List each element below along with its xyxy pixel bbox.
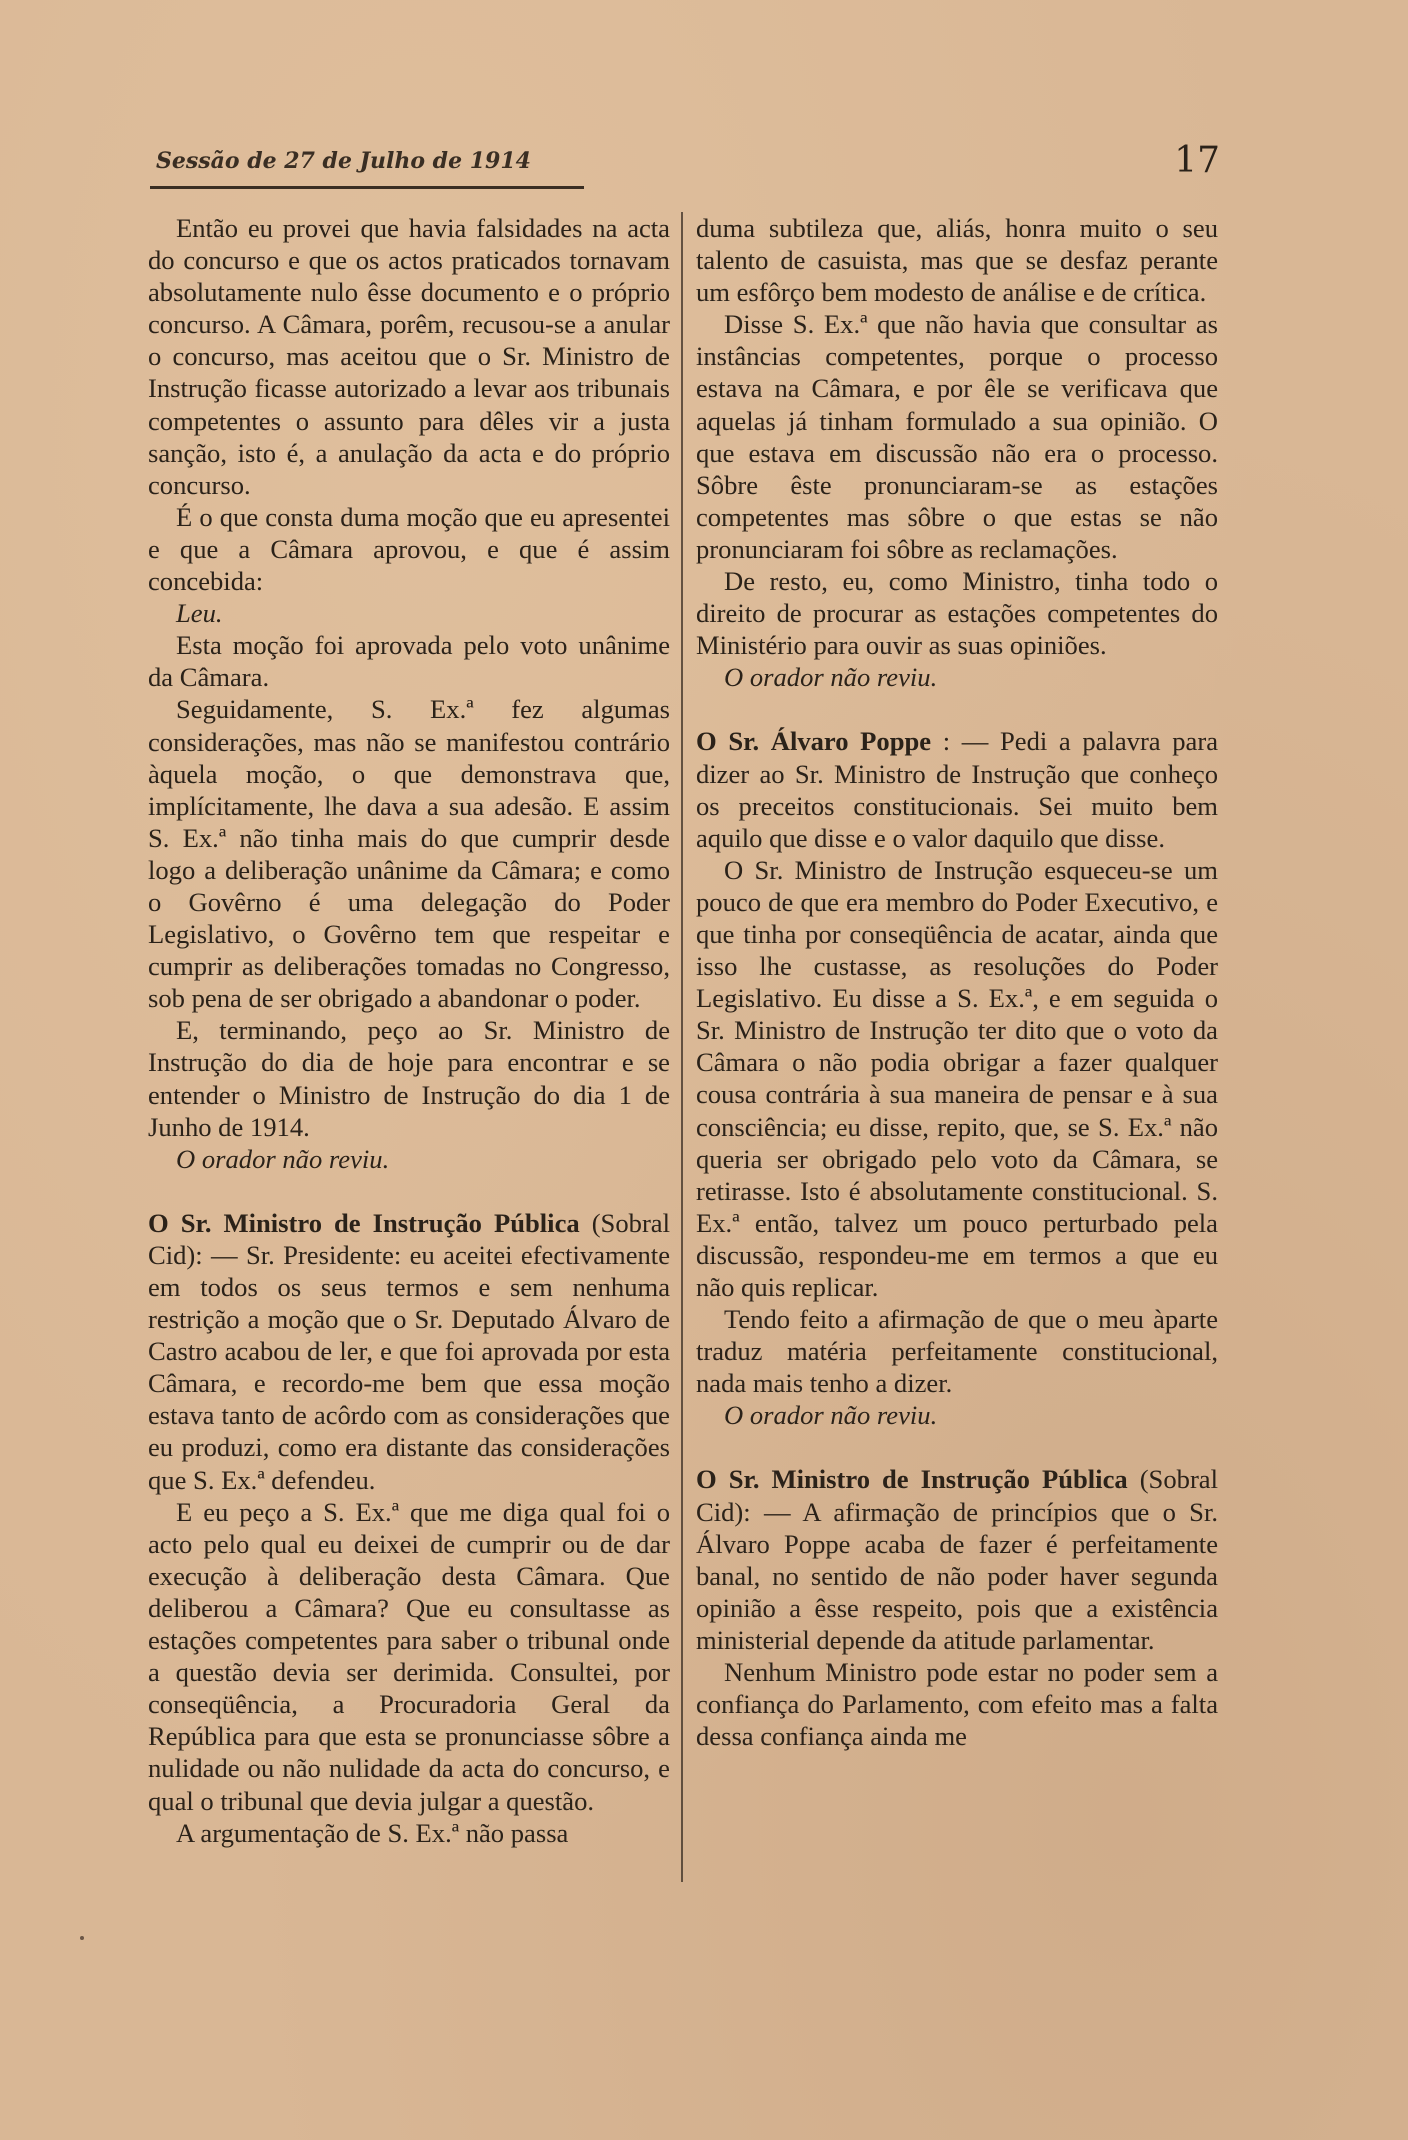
speaker-text: : — Pedi a palavra para dizer ao Sr. Ministro de Instrução que conheço os preceitos constitucionais. Sei muito bem aquilo que disse e o valor daquilo que disse. bbox=[696, 726, 1218, 853]
paragraph: A argumentação de S. Ex.ª não passa bbox=[176, 1817, 569, 1848]
paragraph: Tendo feito a afirmação de que o meu àparte traduz matéria perfeitamente constitucional, nada mais tenho a dizer. bbox=[696, 1304, 1218, 1399]
header-rule bbox=[150, 186, 584, 189]
paragraph: De resto, eu, como Ministro, tinha todo o direito de procurar as estações competentes do Ministério para ouvir as suas opiniões. bbox=[696, 566, 1218, 661]
stage-direction: Leu. bbox=[176, 598, 223, 629]
paragraph: E, terminando, peço ao Sr. Ministro de Instrução do dia de hoje para encontrar e se entender o Ministro de Instrução do dia 1 de Junho de 1914. bbox=[148, 1015, 670, 1142]
stage-direction: O orador não reviu. bbox=[724, 662, 938, 693]
right-column bbox=[696, 212, 1218, 1887]
paragraph: Disse S. Ex.ª que não havia que consultar as instâncias competentes, porque o processo estava na Câmara, e por êle se verificava que aquelas já tinham formulado a sua opinião. O que estava em discussão não era o processo. Sôbre êste pronunciaram-se as estações competentes mas sôbre o que estas se não pronunciaram foi sôbre as reclamações. bbox=[696, 309, 1218, 564]
left-column bbox=[148, 212, 670, 1887]
paragraph: Seguidamente, S. Ex.ª fez algumas considerações, mas não se manifestou contrário àquela moção, o que demonstrava que, implícitamente, lhe dava a sua adesão. E assim S. Ex.ª não tinha mais do que cumprir desde logo a deliberação unânime da Câmara; e como o Govêrno é uma delegação do Poder Legislativo, o Govêrno tem que respeitar e cumprir as deliberações tomadas no Congresso, sob pena de ser obrigado a abandonar o poder. bbox=[148, 694, 670, 1014]
speaker-name: O Sr. Álvaro Poppe bbox=[696, 726, 932, 757]
page-number: 17 bbox=[1174, 140, 1220, 181]
paragraph: É o que consta duma moção que eu apresentei e que a Câmara aprovou, e que é assim concebida: bbox=[148, 501, 670, 597]
stage-direction: O orador não reviu. bbox=[724, 1400, 938, 1431]
speaker-name: O Sr. Ministro de Instrução Pública bbox=[148, 1207, 580, 1238]
paragraph: Nenhum Ministro pode estar no poder sem a confiança do Parlamento, com efeito mas a falta dessa confiança ainda me bbox=[696, 1657, 1218, 1752]
speaker-paragraph bbox=[696, 725, 1218, 853]
speaker-text: (Sobral Cid): — Sr. Presidente: eu aceitei efectivamente em todos os seus termos e sem nenhuma restrição a moção que o Sr. Deputado Álvaro de Castro acabou de ler, e que foi aprovada por esta Câmara, e recordo-me bem que essa moção estava tanto de acôrdo com as considerações que eu produzi, como era distante das considerações que S. Ex.ª defendeu. bbox=[148, 1207, 670, 1495]
stage-direction: O orador não reviu. bbox=[176, 1143, 390, 1174]
speaker-paragraph bbox=[148, 1207, 670, 1496]
paper-speck bbox=[80, 1936, 84, 1940]
speaker-paragraph bbox=[696, 1463, 1218, 1656]
running-title: Sessão de 27 de Julho de 1914 bbox=[156, 148, 531, 174]
paragraph: E eu peço a S. Ex.ª que me diga qual foi o acto pelo qual eu deixei de cumprir ou de dar execução à deliberação desta Câmara. Que deliberou a Câmara? Que eu consultasse as estações competentes para saber o tribunal onde a questão devia ser derimida. Consultei, por conseqüência, a Procuradoria Geral da República para que esta se pronunciasse sôbre a nulidade ou não nulidade da acta do concurso, e qual o tribunal que devia julgar a questão. bbox=[148, 1496, 670, 1816]
column-divider bbox=[681, 212, 683, 1882]
paragraph: O Sr. Ministro de Instrução esqueceu-se um pouco de que era membro do Poder Executivo, e que tinha por conseqüência de acatar, ainda que isso lhe custasse, as resoluções do Poder Legislativo. Eu disse a S. Ex.ª, e em seguida o Sr. Ministro de Instrução ter dito que o voto da Câmara o não podia obrigar a fazer qualquer cousa contrária à sua maneira de pensar e à sua consciência; eu disse, repito, que, se S. Ex.ª não queria ser obrigado pelo voto da Câmara, se retirasse. Isto é absolutamente constitucional. S. Ex.ª então, talvez um pouco perturbado pela discussão, respondeu-me em termos a que eu não quis replicar. bbox=[696, 854, 1218, 1302]
speaker-text: (Sobral Cid): — A afirmação de princípios que o Sr. Álvaro Poppe acaba de fazer é perfeitamente banal, no sentido de não poder haver segunda opinião a êsse respeito, pois que a existência ministerial depende da atitude parlamentar. bbox=[696, 1464, 1218, 1655]
paragraph: Esta moção foi aprovada pelo voto unânime da Câmara. bbox=[148, 630, 670, 693]
speaker-name: O Sr. Ministro de Instrução Pública bbox=[696, 1464, 1128, 1495]
paragraph: Então eu provei que havia falsidades na acta do concurso e que os actos praticados tornavam absolutamente nulo êsse documento e o próprio concurso. A Câmara, porêm, recusou-se a anular o concurso, mas aceitou que o Sr. Ministro de Instrução ficasse autorizado a levar aos tribunais competentes o assunto para dêles vir a justa sanção, isto é, a anulação da acta e do próprio concurso. bbox=[148, 213, 670, 500]
paragraph: duma subtileza que, aliás, honra muito o seu talento de casuista, mas que se desfaz perante um esfôrço bem modesto de análise e de crítica. bbox=[696, 213, 1218, 308]
page-header bbox=[150, 140, 1220, 190]
